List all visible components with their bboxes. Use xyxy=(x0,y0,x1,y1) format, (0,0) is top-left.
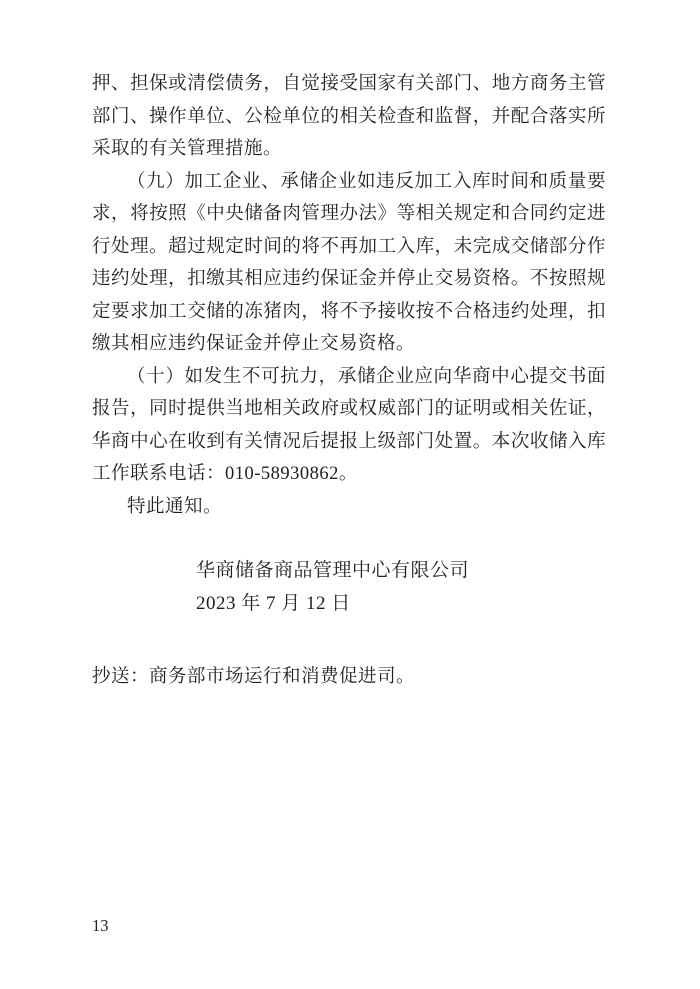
document-body xyxy=(92,68,606,523)
body-line: 缴其相应违约保证金并停止交易资格。 xyxy=(92,334,416,354)
body-line: 华商中心在收到有关情况后提报上级部门处置。本次收储入库 xyxy=(92,431,606,452)
body-line: 定要求加工交储的冻猪肉，将不予接收按不合格违约处理，扣 xyxy=(92,301,606,322)
body-line: 押、担保或清偿债务，自觉接受国家有关部门、地方商务主管 xyxy=(92,74,606,94)
body-line: 工作联系电话：010-58930862。 xyxy=(92,464,358,484)
body-line: 行处理。超过规定时间的将不再加工入库，未完成交储部分作 xyxy=(92,236,606,257)
body-line: （九）加工企业、承储企业如违反加工入库时间和质量要 xyxy=(127,171,606,192)
signature-block xyxy=(92,555,606,620)
body-line: 部门、操作单位、公检单位的相关检查和监督，并配合落实所 xyxy=(92,106,606,127)
body-line: 采取的有关管理措施。 xyxy=(92,139,283,159)
body-line: 报告，同时提供当地相关政府或权威部门的证明或相关佐证， xyxy=(92,399,606,419)
body-line: （十）如发生不可抗力，承储企业应向华商中心提交书面 xyxy=(127,366,606,387)
closing-line: 特此通知。 xyxy=(127,496,223,517)
body-line: 违约处理，扣缴其相应违约保证金并停止交易资格。不按照规 xyxy=(92,269,606,289)
cc-line: 抄送：商务部市场运行和消费促进司。 xyxy=(92,667,416,687)
signature-organization: 华商储备商品管理中心有限公司 xyxy=(196,560,470,581)
body-line: 求，将按照《中央储备肉管理办法》等相关规定和合同约定进 xyxy=(92,204,606,224)
signature-date: 2023 年 7 月 12 日 xyxy=(196,592,351,614)
page-number: 13 xyxy=(92,916,109,935)
